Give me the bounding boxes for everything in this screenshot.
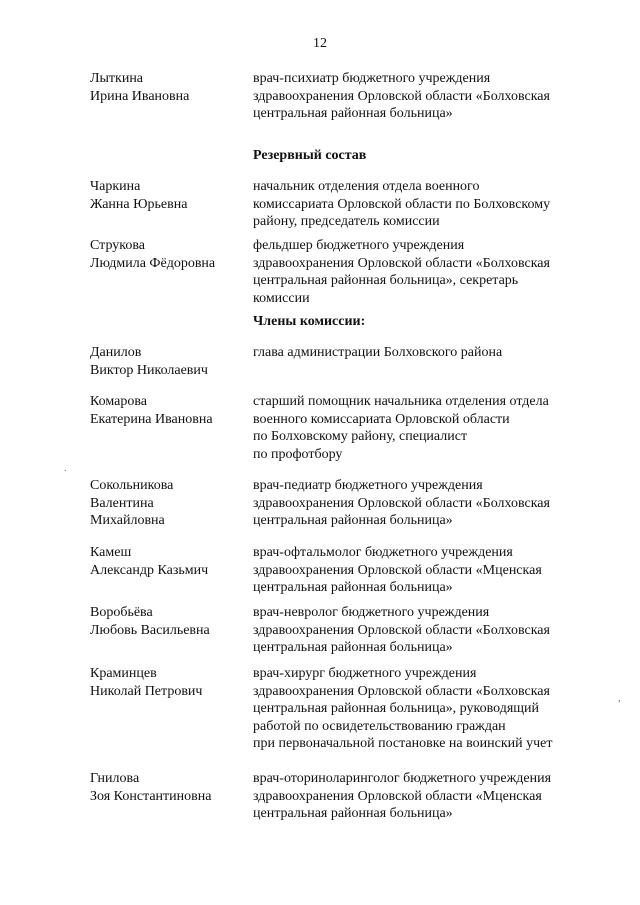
person-name bbox=[90, 178, 250, 213]
name-line: Струкова bbox=[90, 238, 145, 253]
position-line: комиссариата Орловской области по Болховскому bbox=[253, 196, 551, 212]
position-line: по профотбору bbox=[253, 446, 343, 462]
position-line: центральная районная больница» bbox=[253, 106, 453, 121]
position-line: начальник отделения отдела военного bbox=[253, 179, 480, 194]
person-position bbox=[253, 393, 583, 463]
position-line: врач-оториноларинголог бюджетного учреждения bbox=[253, 771, 552, 786]
name-line: Лыткина bbox=[90, 71, 144, 86]
position-line: здравоохранения Орловской области «Болховская bbox=[253, 255, 550, 271]
position-line: глава администрации Болховского района bbox=[253, 345, 503, 360]
name-line: Камеш bbox=[90, 545, 132, 560]
position-line: центральная районная больница» bbox=[253, 513, 453, 528]
person-position bbox=[253, 477, 583, 530]
position-line: врач-педиатр бюджетного учреждения bbox=[253, 478, 483, 493]
page-number: 12 bbox=[313, 36, 327, 51]
person-name bbox=[90, 477, 250, 530]
name-line: Людмила Фёдоровна bbox=[90, 255, 216, 271]
name-line: Жанна Юрьевна bbox=[90, 196, 188, 212]
person-name bbox=[90, 544, 250, 579]
position-line: здравоохранения Орловской области «Болховская bbox=[253, 683, 550, 699]
position-line: врач-невролог бюджетного учреждения bbox=[253, 605, 490, 620]
position-line: здравоохранения Орловской области «Мценская bbox=[253, 562, 542, 578]
scan-artifact-mark: . bbox=[64, 462, 67, 474]
person-position bbox=[253, 604, 583, 657]
person-position bbox=[253, 70, 583, 123]
position-line: по Болховскому району, специалист bbox=[253, 429, 468, 444]
person-position bbox=[253, 237, 583, 307]
position-line: врач-хирург бюджетного учреждения bbox=[253, 666, 477, 681]
person-name bbox=[90, 770, 250, 805]
name-line: Ирина Ивановна bbox=[90, 88, 190, 104]
position-line: здравоохранения Орловской области «Мценская bbox=[253, 788, 542, 804]
name-line: Гнилова bbox=[90, 771, 140, 786]
name-line: Валентина bbox=[90, 495, 154, 511]
person-name bbox=[90, 604, 250, 639]
position-line: здравоохранения Орловской области «Болховская bbox=[253, 495, 550, 511]
person-name bbox=[90, 665, 250, 700]
name-line: Краминцев bbox=[90, 666, 157, 681]
person-name bbox=[90, 237, 250, 272]
person-position bbox=[253, 544, 583, 597]
position-line: комиссии bbox=[253, 290, 310, 306]
position-line: центральная районная больница», секретарь bbox=[253, 273, 519, 288]
name-line: Любовь Васильевна bbox=[90, 622, 210, 638]
position-line: врач-офтальмолог бюджетного учреждения bbox=[253, 545, 513, 560]
position-line: здравоохранения Орловской области «Болховская bbox=[253, 622, 550, 638]
name-line: Зоя Константиновна bbox=[90, 788, 212, 804]
position-line: центральная районная больница», руководящий bbox=[253, 701, 540, 716]
name-line: Александр Казьмич bbox=[90, 562, 209, 578]
section-heading-reserve: Резервный состав bbox=[253, 148, 367, 163]
position-line: при первоначальной постановке на воинский учет bbox=[253, 736, 553, 751]
person-position bbox=[253, 665, 583, 753]
position-line: центральная районная больница» bbox=[253, 806, 453, 821]
position-line: старший помощник начальника отделения отдела bbox=[253, 394, 549, 409]
name-line: Михайловна bbox=[90, 513, 165, 528]
name-line: Комарова bbox=[90, 394, 147, 409]
position-line: работой по освидетельствованию граждан bbox=[253, 718, 506, 734]
person-position bbox=[253, 178, 583, 231]
name-line: Данилов bbox=[90, 345, 142, 360]
person-name bbox=[90, 393, 250, 428]
section-heading-members: Члены комиссии: bbox=[253, 314, 366, 329]
name-line: Екатерина Ивановна bbox=[90, 411, 213, 427]
name-line: Воробьёва bbox=[90, 605, 153, 620]
name-line: Сокольникова bbox=[90, 478, 174, 493]
name-line: Чаркина bbox=[90, 179, 141, 194]
position-line: военного комиссариата Орловской области bbox=[253, 411, 510, 427]
person-position bbox=[253, 770, 583, 823]
position-line: центральная районная больница» bbox=[253, 640, 453, 655]
name-line: Николай Петрович bbox=[90, 683, 203, 699]
name-line: Виктор Николаевич bbox=[90, 362, 208, 378]
position-line: району, председатель комиссии bbox=[253, 214, 440, 229]
position-line: врач-психиатр бюджетного учреждения bbox=[253, 71, 491, 86]
position-line: фельдшер бюджетного учреждения bbox=[253, 238, 465, 253]
scan-artifact-mark: , bbox=[618, 692, 621, 704]
position-line: здравоохранения Орловской области «Болховская bbox=[253, 88, 550, 104]
person-name bbox=[90, 70, 250, 105]
person-position bbox=[253, 344, 583, 362]
position-line: центральная районная больница» bbox=[253, 580, 453, 595]
person-name bbox=[90, 344, 250, 379]
